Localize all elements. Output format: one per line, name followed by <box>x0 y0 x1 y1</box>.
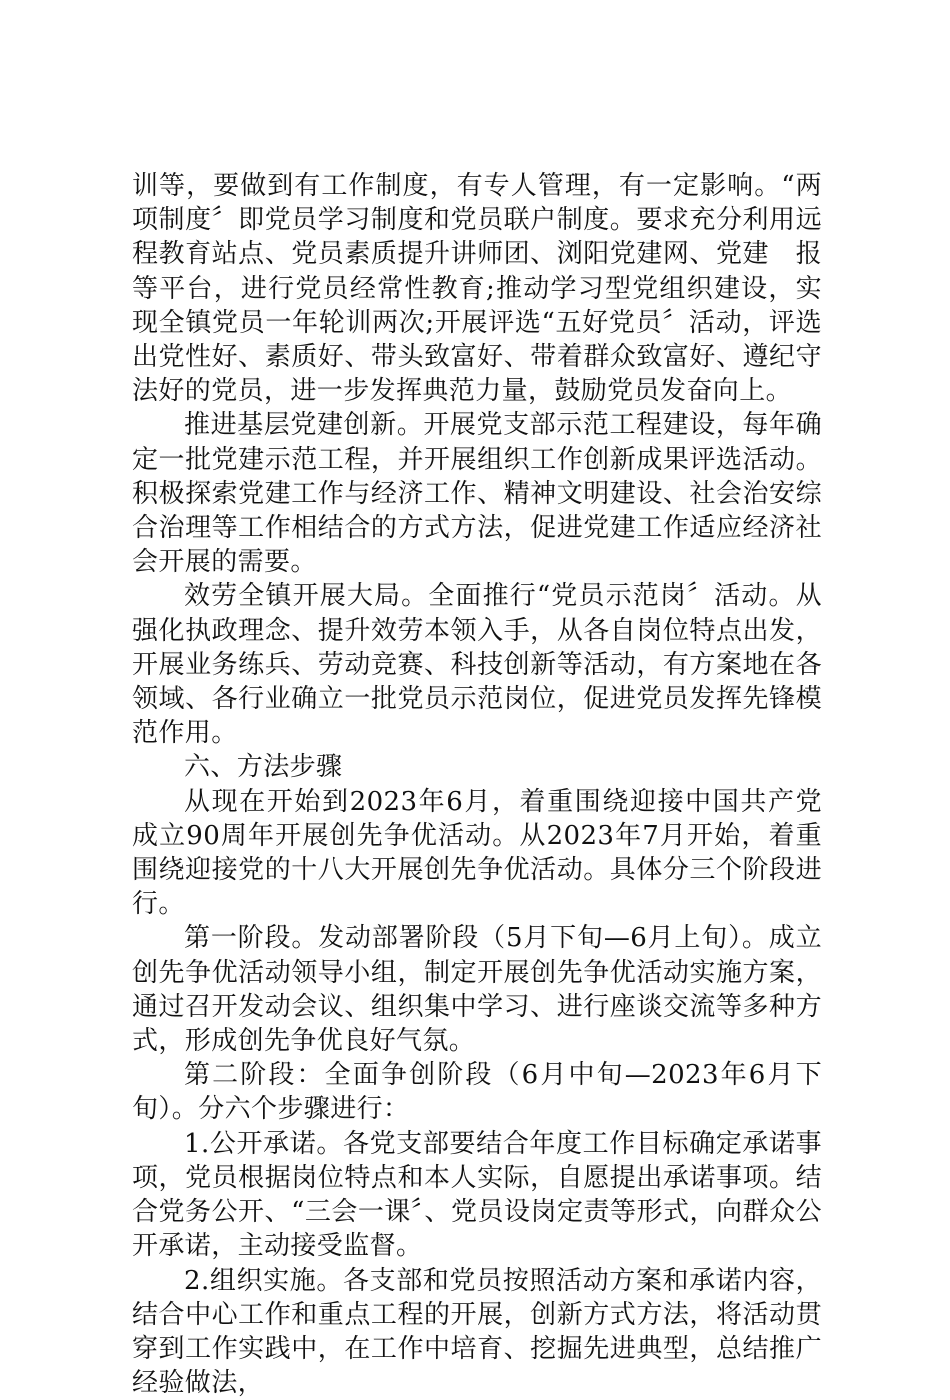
paragraph-2: 推进基层党建创新。开展党支部示范工程建设，每年确定一批党建示范工程，并开展组织工作创新成果评选活动。积极探索党建工作与经济工作、精神文明建设、社会治安综合治理等工作相结合的方式方法，促进党建工作适应经济社会开展的需要。 <box>132 408 822 579</box>
paragraph-5: 从现在开始到2023年6月，着重围绕迎接中国共产党成立90周年开展创先争优活动。从2023年7月开始，着重围绕迎接党的十八大开展创先争优活动。具体分三个阶段进行。 <box>132 785 822 922</box>
paragraph-9: 2.组织实施。各支部和党员按照活动方案和承诺内容，结合中心工作和重点工程的开展，创新方式方法，将活动贯穿到工作实践中，在工作中培育、挖掘先进典型，总结推广经验做法， <box>132 1264 822 1400</box>
paragraph-1: 训等，要做到有工作制度，有专人管理，有一定影响。“两项制度〞即党员学习制度和党员联户制度。要求充分利用远程教育站点、党员素质提升讲师团、浏阳党建网、党建 报等平台，进行党员经常性教育;推动学习型党组织建设，实现全镇党员一年轮训两次;开展评选“五好党员〞活动，评选出党性好、素质好、带头致富好、带着群众致富好、遵纪守法好的党员，进一步发挥典范力量，鼓励党员发奋向上。 <box>132 169 822 408</box>
paragraph-7: 第二阶段：全面争创阶段（6月中旬—2023年6月下旬）。分六个步骤进行： <box>132 1058 822 1126</box>
paragraph-8: 1.公开承诺。各党支部要结合年度工作目标确定承诺事项，党员根据岗位特点和本人实际，自愿提出承诺事项。结合党务公开、“三会一课〞、党员设岗定责等形式，向群众公开承诺，主动接受监督。 <box>132 1127 822 1264</box>
section-heading: 六、方法步骤 <box>132 750 822 784</box>
paragraph-6: 第一阶段。发动部署阶段（5月下旬—6月上旬）。成立创先争优活动领导小组，制定开展创先争优活动实施方案，通过召开发动会议、组织集中学习、进行座谈交流等多种方式，形成创先争优良好气氛。 <box>132 921 822 1058</box>
paragraph-3: 效劳全镇开展大局。全面推行“党员示范岗〞活动。从强化执政理念、提升效劳本领入手，从各自岗位特点出发，开展业务练兵、劳动竞赛、科技创新等活动，有方案地在各领域、各行业确立一批党员示范岗位，促进党员发挥先锋模范作用。 <box>132 579 822 750</box>
document-body <box>132 169 822 1400</box>
